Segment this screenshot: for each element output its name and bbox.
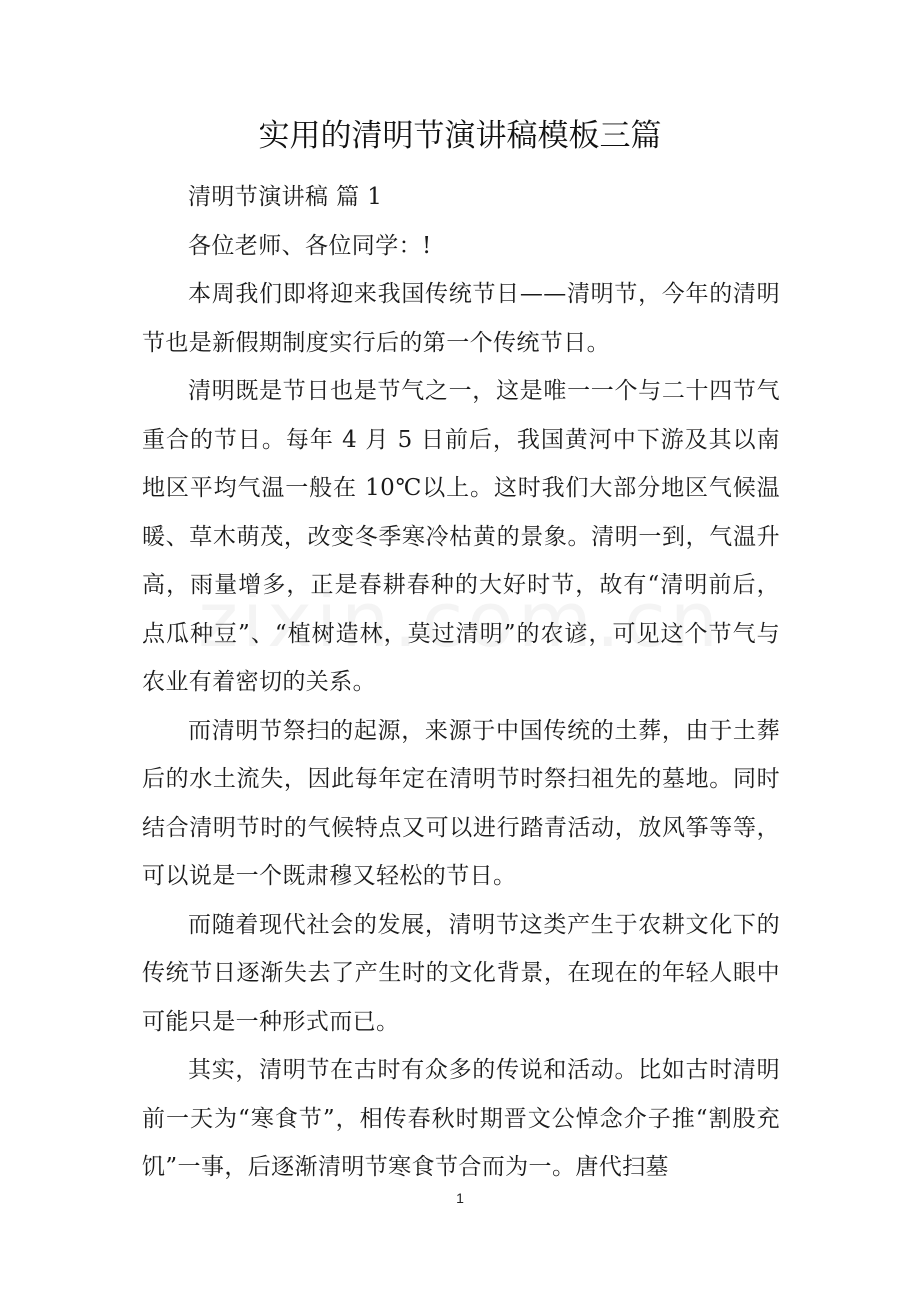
paragraph: 而清明节祭扫的起源，来源于中国传统的土葬，由于土葬后的水土流失，因此每年定在清明节时祭扫祖先的墓地。同时结合清明节时的气候特点又可以进行踏青活动，放风筝等等，可以说是一个既肃穆又轻松的节日。 [142,717,780,889]
paragraph: 清明既是节日也是节气之一，这是唯一一个与二十四节气重合的节日。每年 4 月 5 日前后，我国黄河中下游及其以南地区平均气温一般在 10℃以上。这时我们大部分地区气候温暖、草木萌茂，改变冬季寒冷枯黄的景象。清明一到，气温升高，雨量增多，正是春耕春种的大好时节，故有“清明前后，点瓜种豆”、“植树造林，莫过清明”的农谚，可见这个节气与农业有着密切的关系。 [142,378,780,695]
paragraph: 而随着现代社会的发展，清明节这类产生于农耕文化下的传统节日逐渐失去了产生时的文化背景，在现在的年轻人眼中可能只是一种形式而已。 [142,911,780,1035]
paragraph: 本周我们即将迎来我国传统节日——清明节，今年的清明节也是新假期制度实行后的第一个传统节日。 [142,281,780,356]
section-heading: 清明节演讲稿 篇 1 [188,184,383,210]
salutation: 各位老师、各位同学：! [188,232,432,259]
document-title: 实用的清明节演讲稿模板三篇 [258,118,662,154]
page-number: 1 [456,1190,464,1206]
paragraph: 其实，清明节在古时有众多的传说和活动。比如古时清明前一天为“寒食节”，相传春秋时期晋文公悼念介子推“割股充饥”一事，后逐渐清明节寒食节合而为一。唐代扫墓 [142,1057,780,1180]
document-body [142,173,780,1192]
